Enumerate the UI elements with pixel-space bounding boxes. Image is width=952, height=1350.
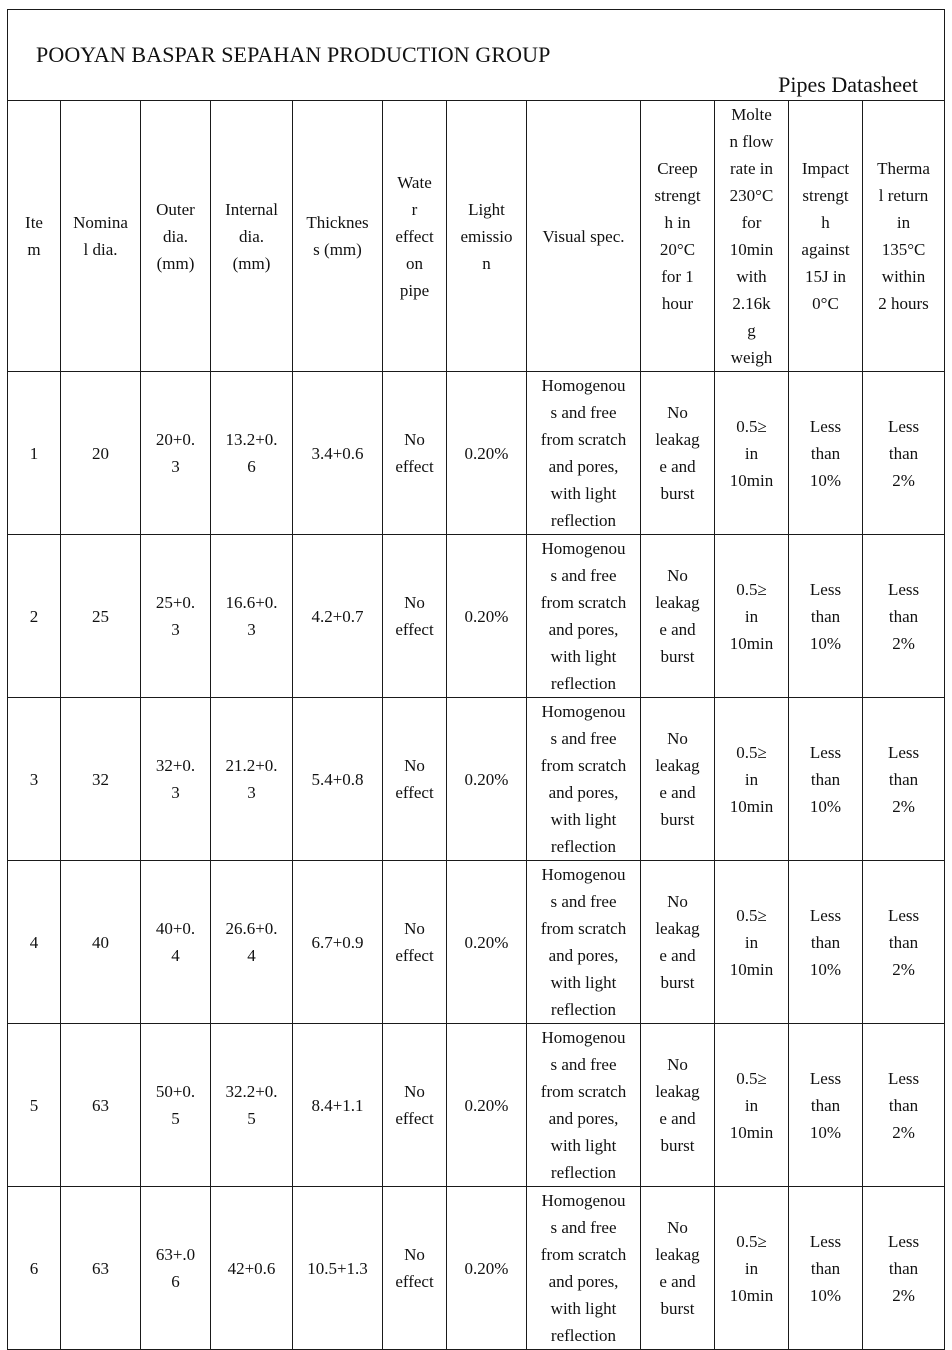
table-cell: 32.2+0. 5 (211, 1024, 293, 1187)
table-cell: 5 (8, 1024, 61, 1187)
table-cell: 4 (8, 861, 61, 1024)
document-title: Pipes Datasheet (778, 72, 919, 97)
table-cell: 25 (61, 535, 141, 698)
column-header-row (8, 101, 945, 372)
table-cell: Less than 10% (789, 1024, 863, 1187)
table-cell: Homogenou s and free from scratch and pores, with light reflection (527, 535, 641, 698)
table-cell: No leakag e and burst (641, 698, 715, 861)
table-cell: 4.2+0.7 (293, 535, 383, 698)
table-cell: 0.5≥ in 10min (715, 372, 789, 535)
table-cell: 26.6+0. 4 (211, 861, 293, 1024)
table-cell: No effect (383, 372, 447, 535)
table-cell: 0.20% (447, 861, 527, 1024)
table-cell: Less than 10% (789, 372, 863, 535)
table-cell: 2 (8, 535, 61, 698)
table-cell: Less than 2% (863, 861, 945, 1024)
column-header: Light emissio n (447, 101, 527, 372)
table-cell: Less than 10% (789, 698, 863, 861)
table-cell: 0.5≥ in 10min (715, 698, 789, 861)
table-cell: 0.20% (447, 1187, 527, 1350)
table-cell: No effect (383, 1187, 447, 1350)
company-name: POOYAN BASPAR SEPAHAN PRODUCTION GROUP (36, 42, 551, 67)
table-cell: 32 (61, 698, 141, 861)
table-cell: 0.20% (447, 372, 527, 535)
table-cell: No effect (383, 861, 447, 1024)
table-cell: Homogenou s and free from scratch and pores, with light reflection (527, 1187, 641, 1350)
table-cell: 13.2+0. 6 (211, 372, 293, 535)
table-cell: 40+0. 4 (141, 861, 211, 1024)
table-cell: 63 (61, 1187, 141, 1350)
table-cell: 21.2+0. 3 (211, 698, 293, 861)
table-cell: 25+0. 3 (141, 535, 211, 698)
column-header: Outer dia. (mm) (141, 101, 211, 372)
table-row (8, 698, 945, 861)
table-cell: 6.7+0.9 (293, 861, 383, 1024)
table-cell: 3 (8, 698, 61, 861)
table-cell: 20 (61, 372, 141, 535)
table-row (8, 861, 945, 1024)
column-header: Therma l return in 135°C within 2 hours (863, 101, 945, 372)
table-cell: Homogenou s and free from scratch and pores, with light reflection (527, 1024, 641, 1187)
table-cell: Less than 2% (863, 698, 945, 861)
column-header: Visual spec. (527, 101, 641, 372)
table-cell: 6 (8, 1187, 61, 1350)
column-header: Nomina l dia. (61, 101, 141, 372)
title-row (8, 10, 945, 101)
table-cell: 8.4+1.1 (293, 1024, 383, 1187)
table-cell: 16.6+0. 3 (211, 535, 293, 698)
pipes-datasheet-table (7, 9, 945, 1350)
column-header: Internal dia. (mm) (211, 101, 293, 372)
column-header: Impact strengt h against 15J in 0°C (789, 101, 863, 372)
column-header: Ite m (8, 101, 61, 372)
table-cell: 5.4+0.8 (293, 698, 383, 861)
table-cell: 63 (61, 1024, 141, 1187)
table-cell: No effect (383, 1024, 447, 1187)
table-cell: 63+.0 6 (141, 1187, 211, 1350)
table-cell: 0.5≥ in 10min (715, 861, 789, 1024)
table-cell: 0.5≥ in 10min (715, 535, 789, 698)
table-cell: 40 (61, 861, 141, 1024)
table-cell: Less than 2% (863, 1024, 945, 1187)
table-cell: Homogenou s and free from scratch and pores, with light reflection (527, 372, 641, 535)
table-cell: No leakag e and burst (641, 1187, 715, 1350)
column-header: Wate r effect on pipe (383, 101, 447, 372)
table-cell: No leakag e and burst (641, 1024, 715, 1187)
table-cell: Less than 10% (789, 1187, 863, 1350)
table-cell: 50+0. 5 (141, 1024, 211, 1187)
title-cell (8, 10, 945, 101)
table-cell: 42+0.6 (211, 1187, 293, 1350)
table-cell: 0.20% (447, 698, 527, 861)
table-row (8, 1187, 945, 1350)
column-header: Thicknes s (mm) (293, 101, 383, 372)
column-header: Molte n flow rate in 230°C for 10min with 2.16k g weigh (715, 101, 789, 372)
table-cell: Less than 2% (863, 535, 945, 698)
table-cell: 20+0. 3 (141, 372, 211, 535)
table-cell: No effect (383, 535, 447, 698)
table-cell: No leakag e and burst (641, 861, 715, 1024)
table-cell: Less than 10% (789, 861, 863, 1024)
table-cell: 0.5≥ in 10min (715, 1187, 789, 1350)
table-cell: 0.5≥ in 10min (715, 1024, 789, 1187)
table-cell: 32+0. 3 (141, 698, 211, 861)
table-cell: Less than 2% (863, 372, 945, 535)
table-cell: 10.5+1.3 (293, 1187, 383, 1350)
table-cell: 3.4+0.6 (293, 372, 383, 535)
table-cell: 1 (8, 372, 61, 535)
table-cell: Homogenou s and free from scratch and pores, with light reflection (527, 698, 641, 861)
table-cell: 0.20% (447, 535, 527, 698)
table-row (8, 535, 945, 698)
table-cell: Less than 10% (789, 535, 863, 698)
table-cell: 0.20% (447, 1024, 527, 1187)
table-cell: No effect (383, 698, 447, 861)
table-row (8, 1024, 945, 1187)
table-cell: Homogenou s and free from scratch and pores, with light reflection (527, 861, 641, 1024)
table-cell: Less than 2% (863, 1187, 945, 1350)
table-row (8, 372, 945, 535)
table-cell: No leakag e and burst (641, 535, 715, 698)
table-cell: No leakag e and burst (641, 372, 715, 535)
column-header: Creep strengt h in 20°C for 1 hour (641, 101, 715, 372)
